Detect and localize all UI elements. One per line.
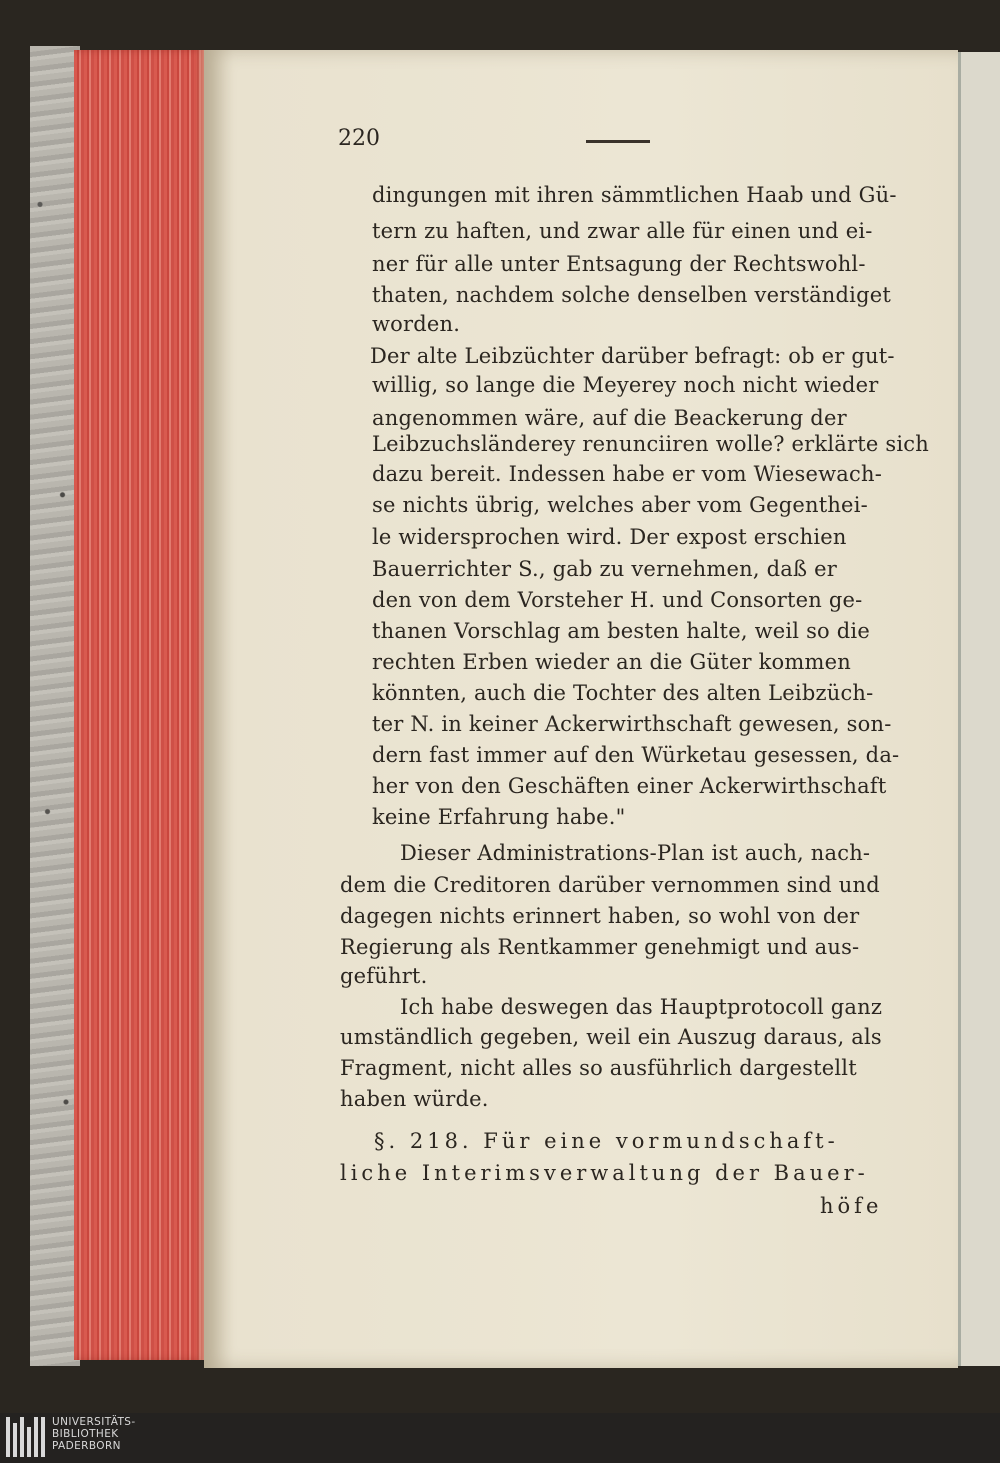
page-number: 220 [338, 126, 380, 151]
logo-line: PADERBORN [52, 1440, 121, 1452]
section-heading: liche Interimsverwaltung der Bauer- [340, 1161, 869, 1185]
text-line: dingungen mit ihren sämmtlichen Haab und Gü- [372, 183, 897, 207]
header-rule [586, 140, 650, 143]
text-line: willig, so lange die Meyerey noch nicht wieder [372, 373, 879, 397]
library-logo-icon [6, 1417, 46, 1457]
facing-page-edge [958, 52, 1000, 1366]
book-cover-edge [30, 46, 80, 1366]
text-line: dagegen nichts erinnert haben, so wohl von der [340, 904, 860, 928]
text-line: Der alte Leibzüchter darüber befragt: ob er gut- [370, 344, 895, 368]
logo-line: BIBLIOTHEK [52, 1428, 119, 1440]
text-line: den von dem Vorsteher H. und Consorten ge- [372, 588, 863, 612]
text-line: thaten, nachdem solche denselben verständiget [372, 283, 891, 307]
text-line: Regierung als Rentkammer genehmigt und aus- [340, 935, 860, 959]
text-line: geführt. [340, 964, 428, 988]
text-line: worden. [372, 312, 461, 336]
text-line: dem die Creditoren darüber vernommen sind und [340, 873, 880, 897]
text-line: keine Erfahrung habe." [372, 805, 626, 829]
text-line: thanen Vorschlag am besten halte, weil so die [372, 619, 870, 643]
text-line: haben würde. [340, 1087, 489, 1111]
text-line: ner für alle unter Entsagung der Rechtswohl- [372, 252, 866, 276]
text-line: tern zu haften, und zwar alle für einen und ei- [372, 219, 873, 243]
text-line: se nichts übrig, welches aber vom Gegenthei- [372, 493, 868, 517]
text-line: dazu bereit. Indessen habe er vom Wiesewach- [372, 462, 883, 486]
catchword: höfe [820, 1194, 883, 1218]
library-logo-text [52, 1416, 136, 1452]
text-line: Dieser Administrations-Plan ist auch, nach- [400, 841, 871, 865]
text-line: ter N. in keiner Ackerwirthschaft gewesen, son- [372, 712, 892, 736]
text-line: umständlich gegeben, weil ein Auszug daraus, als [340, 1025, 882, 1049]
text-line: dern fast immer auf den Würketau gesessen, da- [372, 743, 900, 767]
page-edges [74, 50, 206, 1360]
text-line: le widersprochen wird. Der expost erschien [372, 525, 847, 549]
section-heading: §. 218. Für eine vormundschaft- [374, 1129, 839, 1153]
text-line: Bauerrichter S., gab zu vernehmen, daß er [372, 557, 837, 581]
text-line: her von den Geschäften einer Ackerwirthschaft [372, 774, 887, 798]
text-line: rechten Erben wieder an die Güter kommen [372, 650, 851, 674]
logo-line: UNIVERSITÄTS- [52, 1416, 136, 1428]
text-line: angenommen wäre, auf die Beackerung der [372, 406, 847, 430]
text-line: Fragment, nicht alles so ausführlich dargestellt [340, 1056, 857, 1080]
text-line: könnten, auch die Tochter des alten Leibzüch- [372, 681, 874, 705]
text-line: Leibzuchsländerey renunciiren wolle? erklärte sich [372, 432, 929, 456]
footer-bar [0, 1413, 1000, 1463]
text-line: Ich habe deswegen das Hauptprotocoll ganz [400, 995, 883, 1019]
